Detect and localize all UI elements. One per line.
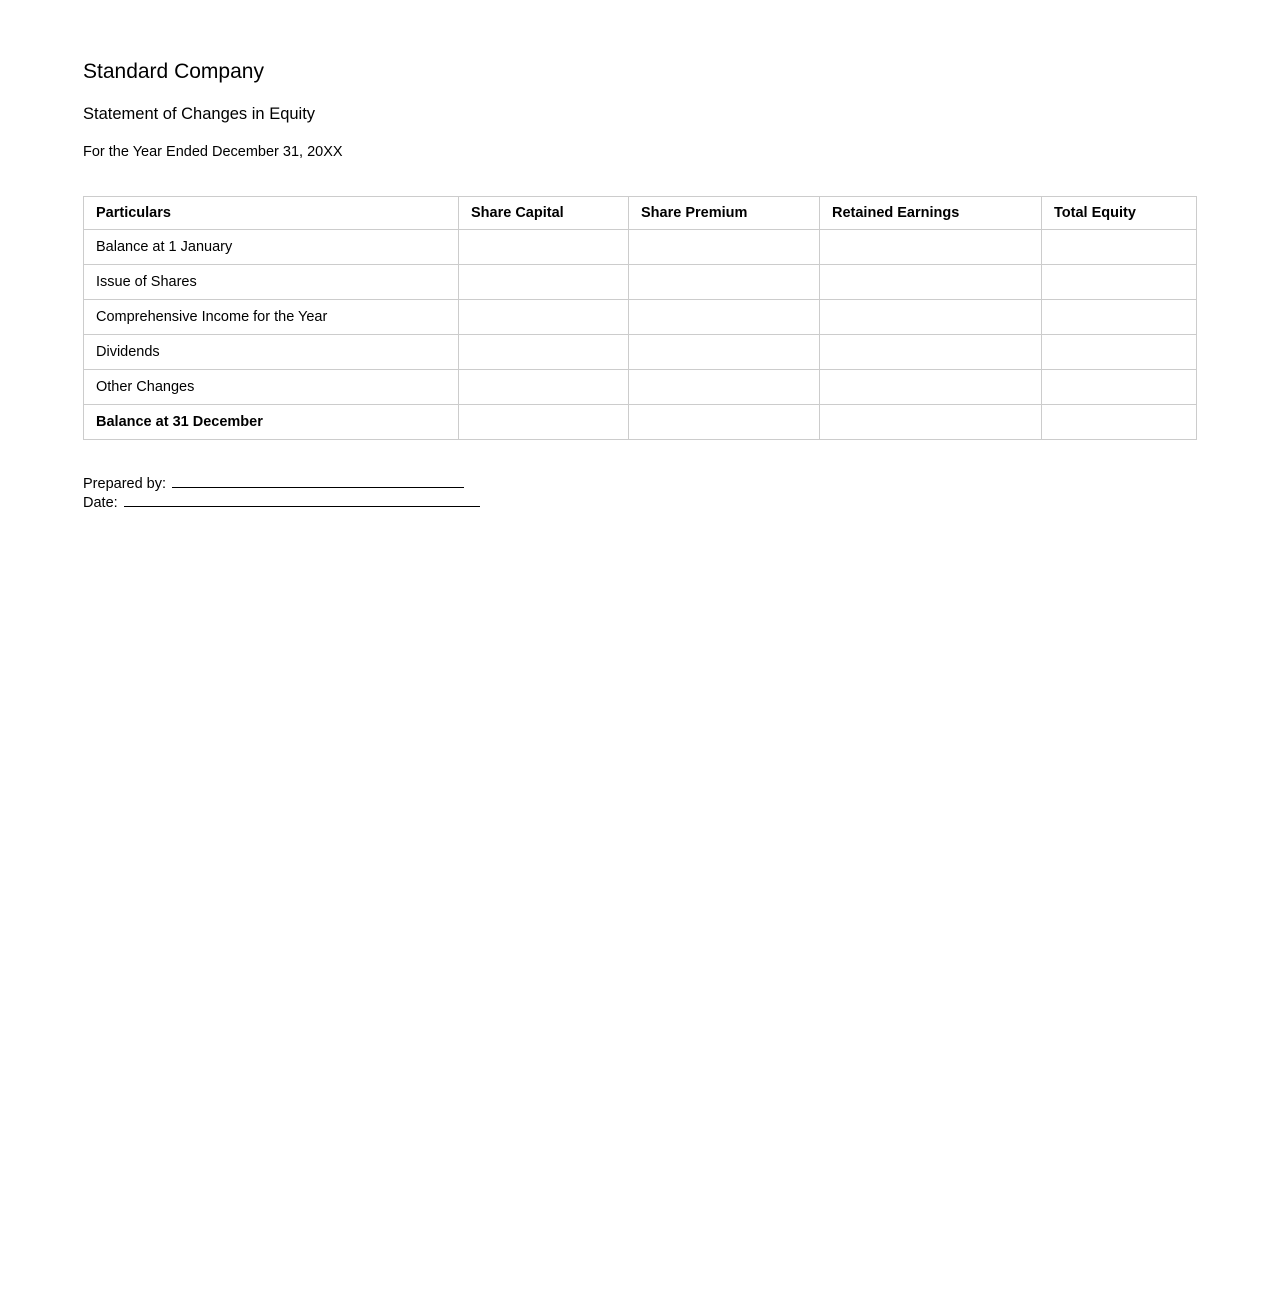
- cell-share-capital[interactable]: [459, 300, 629, 335]
- cell-retained-earnings[interactable]: [820, 405, 1042, 440]
- table-row: [84, 230, 1197, 265]
- cell-share-capital[interactable]: [459, 230, 629, 265]
- cell-share-premium[interactable]: [629, 405, 820, 440]
- cell-share-premium[interactable]: [629, 265, 820, 300]
- table-row-total: [84, 405, 1197, 440]
- cell-share-capital[interactable]: [459, 265, 629, 300]
- header-row: [84, 197, 1197, 230]
- cell-share-capital[interactable]: [459, 405, 629, 440]
- cell-total-equity[interactable]: [1042, 230, 1197, 265]
- cell-share-premium[interactable]: [629, 230, 820, 265]
- prepared-by-signature-line[interactable]: [172, 474, 464, 488]
- cell-share-capital[interactable]: [459, 370, 629, 405]
- column-header-share-capital: Share Capital: [459, 197, 629, 230]
- date-label: Date:: [83, 495, 118, 512]
- column-header-total-equity: Total Equity: [1042, 197, 1197, 230]
- equity-table-header: [84, 197, 1197, 230]
- row-label: Balance at 1 January: [84, 230, 459, 265]
- column-header-particulars: Particulars: [84, 197, 459, 230]
- cell-retained-earnings[interactable]: [820, 300, 1042, 335]
- cell-retained-earnings[interactable]: [820, 265, 1042, 300]
- row-label: Issue of Shares: [84, 265, 459, 300]
- table-row: [84, 335, 1197, 370]
- prepared-by-row: [83, 474, 1195, 493]
- cell-retained-earnings[interactable]: [820, 230, 1042, 265]
- row-label: Comprehensive Income for the Year: [84, 300, 459, 335]
- column-header-retained-earnings: Retained Earnings: [820, 197, 1042, 230]
- row-label: Balance at 31 December: [84, 405, 459, 440]
- statement-title: Statement of Changes in Equity: [83, 105, 316, 124]
- date-row: [83, 493, 1195, 512]
- cell-share-premium[interactable]: [629, 300, 820, 335]
- document-content: [0, 0, 1278, 512]
- signature-block: [83, 474, 1195, 512]
- date-signature-line[interactable]: [124, 493, 480, 507]
- row-label: Dividends: [84, 335, 459, 370]
- table-row: [84, 300, 1197, 335]
- company-name: Standard Company: [83, 60, 264, 83]
- cell-share-premium[interactable]: [629, 335, 820, 370]
- cell-total-equity[interactable]: [1042, 265, 1197, 300]
- table-row: [84, 265, 1197, 300]
- equity-table-body: [84, 230, 1197, 440]
- cell-retained-earnings[interactable]: [820, 370, 1042, 405]
- column-header-share-premium: Share Premium: [629, 197, 820, 230]
- cell-share-capital[interactable]: [459, 335, 629, 370]
- table-row: [84, 370, 1197, 405]
- cell-total-equity[interactable]: [1042, 300, 1197, 335]
- period-line: For the Year Ended December 31, 20XX: [83, 143, 343, 160]
- cell-total-equity[interactable]: [1042, 405, 1197, 440]
- row-label: Other Changes: [84, 370, 459, 405]
- equity-table: [83, 196, 1197, 440]
- cell-share-premium[interactable]: [629, 370, 820, 405]
- cell-retained-earnings[interactable]: [820, 335, 1042, 370]
- cell-total-equity[interactable]: [1042, 370, 1197, 405]
- prepared-by-label: Prepared by:: [83, 476, 167, 493]
- cell-total-equity[interactable]: [1042, 335, 1197, 370]
